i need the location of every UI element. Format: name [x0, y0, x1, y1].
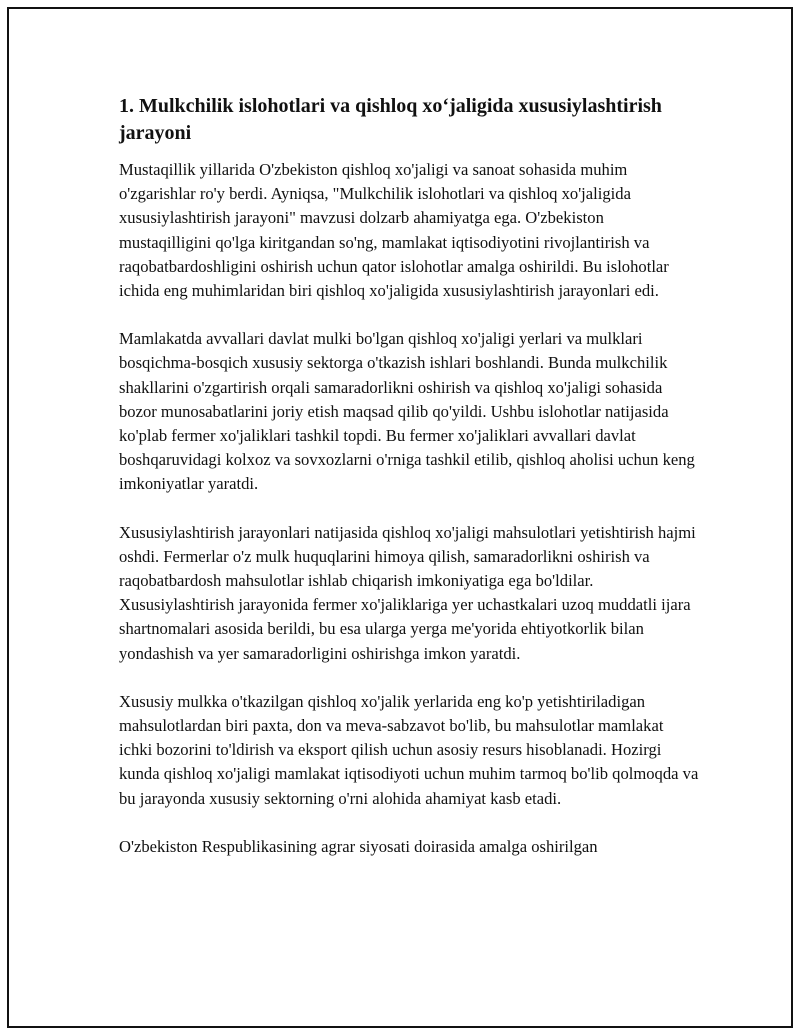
paragraph-1: Mustaqillik yillarida O'zbekiston qishloq xo'jaligi va sanoat sohasida muhim o'zgarishlar ro'y berdi. Ayniqsa, "Mulkchilik islohotlari va qishloq xo'jaligida xususiylashtirish jarayoni" mavzusi dolzarb ahamiyatga ega. O'zbekiston mustaqilligini qo'lga kiritgandan so'ng, mamlakat iqtisodiyotini rivojlantirish va raqobatbardoshligini oshirish uchun qator islohotlar amalga oshirildi. Bu islohotlar ichida eng muhimlaridan biri qishloq xo'jaligida xususiylashtirish jarayonlari edi. — [119, 160, 669, 301]
document-heading: 1. Mulkchilik islohotlari va qishloq xo‘jaligida xususiylashtirish jarayoni — [119, 95, 662, 144]
page-frame — [7, 7, 793, 1028]
paragraph-3: Xususiylashtirish jarayonlari natijasida qishloq xo'jaligi mahsulotlari yetishtirish hajmi oshdi. Fermerlar o'z mulk huquqlarini himoya qilish, samaradorlikni oshirish va raqobatbardosh mahsulotlar ishlab chiqarish imkoniyatiga ega bo'ldilar. Xususiylashtirish jarayonida fermer xo'jaliklariga yer uchastkalari uzoq muddatli ijara shartnomalari asosida berildi, bu esa ularga yerga me'yorida ehtiyotkorlik bilan yondashish va yer samaradorligini oshirishga imkon yaratdi. — [119, 522, 696, 663]
paragraph-4: Xususiy mulkka o'tkazilgan qishloq xo'jalik yerlarida eng ko'p yetishtiriladigan mahsulotlardan biri paxta, don va meva-sabzavot bo'lib, bu mahsulotlar mamlakat ichki bozorini to'ldirish va eksport qilish uchun asosiy resurs hisoblanadi. Hozirgi kunda qishloq xo'jaligi mamlakat iqtisodiyoti uchun muhim tarmoq bo'lib qolmoqda va bu jarayonda xususiy sektorning o'rni alohida ahamiyat kasb etadi. — [119, 691, 699, 808]
paragraph-2: Mamlakatda avvallari davlat mulki bo'lgan qishloq xo'jaligi yerlari va mulklari bosqichma-bosqich xususiy sektorga o'tkazish ishlari boshlandi. Bunda mulkchilik shakllarini o'zgartirish orqali samaradorlikni oshirish va qishloq xo'jaligi sohasida bozor munosabatlarini joriy etish maqsad qilib qo'yildi. Ushbu islohotlar natijasida ko'plab fermer xo'jaliklari tashkil topdi. Bu fermer xo'jaliklari avvallari davlat boshqaruvidagi kolxoz va sovxozlarni o'rniga tashkil etilib, qishloq aholisi uchun keng imkoniyatlar yaratdi. — [119, 329, 695, 494]
paragraph-5: O'zbekiston Respublikasining agrar siyosati doirasida amalga oshirilgan — [119, 836, 598, 856]
document-body — [119, 93, 699, 883]
